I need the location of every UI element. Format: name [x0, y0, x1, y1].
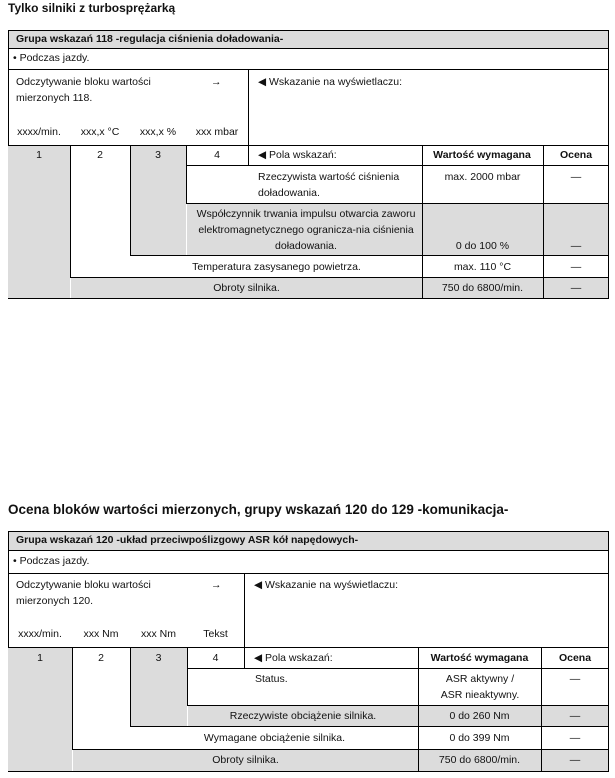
row-rating: — [570, 282, 582, 294]
row-rating: — [570, 171, 582, 183]
row-description: Obroty silnika. [213, 282, 280, 294]
row-description: Rzeczywista wartość ciśnienia doładowania. [258, 171, 400, 199]
read-block-text: Odczytywanie bloku wartości mierzonych 120. [16, 579, 151, 607]
row-value: 0 do 399 Nm [449, 732, 510, 744]
row-description: Obroty silnika. [212, 754, 279, 766]
display-label: ◀ Wskazanie na wyświetlaczu: [258, 76, 403, 88]
row-value: ASR aktywny / ASR nieaktywny. [440, 673, 520, 701]
field-number: 3 [155, 652, 162, 664]
col-required-header: Wartość wymagana [430, 652, 529, 664]
group-header: Grupa wskazań 118 -regulacja ciśnienia doładowania- [16, 33, 284, 45]
field-number: 4 [214, 149, 220, 161]
row-value: max. 2000 mbar [444, 171, 521, 183]
unit-label: Tekst [203, 628, 228, 640]
row-description: Rzeczywiste obciążenie silnika. [229, 710, 377, 722]
unit-label: xxxx/min. [18, 628, 62, 640]
unit-label: xxx Nm [83, 628, 119, 640]
field-number: 1 [37, 652, 43, 664]
col-rating-header: Ocena [558, 652, 592, 664]
arrow-right-icon: → [211, 76, 222, 88]
row-rating: — [569, 732, 581, 744]
row-rating: — [569, 673, 581, 685]
row-value: 0 do 100 % [455, 240, 510, 252]
row-value: max. 110 °C [453, 261, 512, 273]
section-title: Tylko silniki z turbosprężarką [8, 1, 176, 15]
row-rating: — [570, 261, 582, 273]
unit-label: xxxx/min. [17, 126, 61, 138]
field-number: 3 [155, 149, 161, 161]
condition: • Podczas jazdy. [13, 52, 90, 64]
row-rating: — [570, 240, 582, 252]
row-value: 750 do 6800/min. [441, 282, 524, 294]
row-rating: — [569, 710, 581, 722]
arrow-right-icon: → [211, 579, 222, 591]
read-block-text: Odczytywanie bloku wartości mierzonych 118. [16, 76, 151, 104]
display-label: ◀ Wskazanie na wyświetlaczu: [254, 579, 399, 591]
section-title: Ocena bloków wartości mierzonych, grupy wskazań 120 do 129 -komunikacja- [8, 502, 509, 517]
row-description: Wymagane obciążenie silnika. [203, 732, 346, 744]
row-value: 0 do 260 Nm [449, 710, 510, 722]
field-number: 1 [36, 149, 42, 161]
fields-label: ◀ Pola wskazań: [254, 652, 333, 664]
row-description: Temperatura zasysanego powietrza. [192, 261, 361, 273]
condition: • Podczas jazdy. [13, 555, 90, 567]
unit-label: xxx,x °C [80, 126, 120, 138]
field-number: 2 [98, 652, 104, 664]
row-rating: — [569, 754, 581, 766]
unit-label: xxx,x % [139, 126, 177, 138]
col-required-header: Wartość wymagana [433, 149, 531, 161]
row-value: 750 do 6800/min. [438, 754, 521, 766]
col-rating-header: Ocena [559, 149, 593, 161]
unit-label: xxx mbar [195, 126, 239, 138]
row-description: Status. [255, 673, 288, 685]
row-description: Współczynnik trwania impulsu otwarcia zaworu elektromagnetycznego ogranicza-nia ciśnienia doładowania. [196, 208, 416, 252]
field-number: 4 [212, 652, 219, 664]
fields-label: ◀ Pola wskazań: [258, 149, 337, 161]
unit-label: xxx Nm [141, 628, 176, 640]
group-header: Grupa wskazań 120 -układ przeciwpoślizgowy ASR kół napędowych- [16, 534, 359, 546]
field-number: 2 [97, 149, 103, 161]
